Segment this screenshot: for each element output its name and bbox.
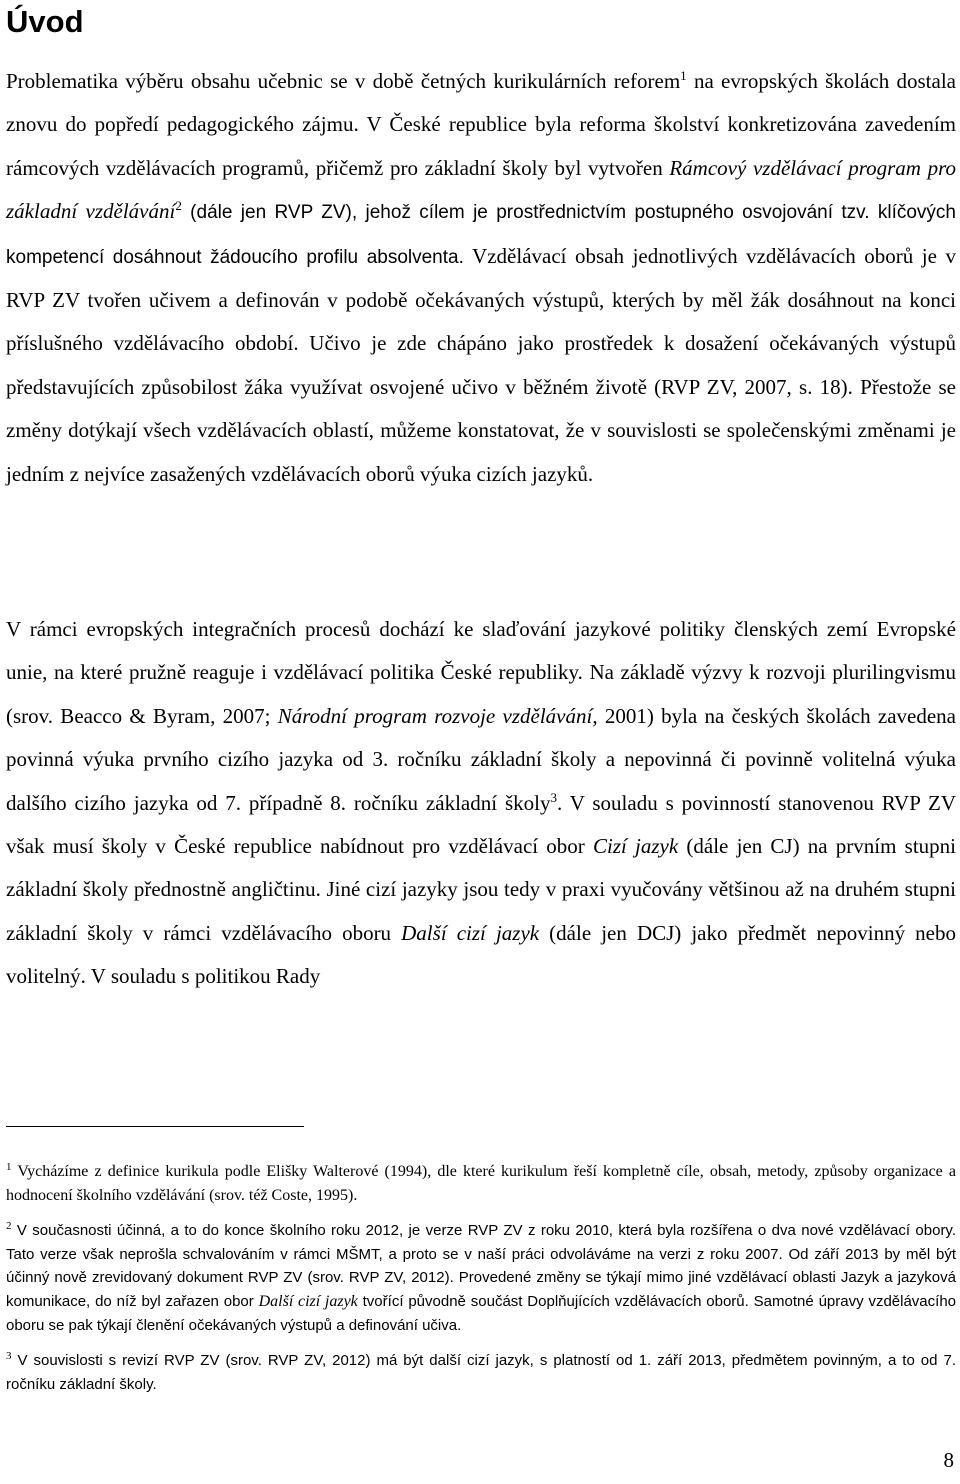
p1-text: Přestože se změny dotýkají všech vzdělávacích — [6, 374, 957, 443]
cizi-jazyk-term: Cizí jazyk — [593, 834, 679, 859]
section-heading: Úvod — [6, 4, 84, 39]
rvp-zv-title: Rámcový vzdělávací program pro základní vzdělávání — [6, 155, 956, 224]
footnote-text: Vycházíme z definice kurikula podle Elišky Walterové (1994), dle které kurikulum řeší kompletně cíle, obsah, metody, způsoby organizace a hodnocení školního vzdělávání (srov. též Coste, 1995). — [6, 1163, 956, 1204]
footnote-separator — [6, 1126, 304, 1127]
footnote-number: 3 — [6, 1350, 12, 1363]
footnote-ref-2[interactable]: 2 — [175, 198, 182, 214]
footnote-number: 2 — [6, 1220, 12, 1233]
footnote-3 — [6, 1349, 956, 1396]
paragraph-1 — [6, 60, 956, 496]
citation: (RVP ZV, 2007, s. 18). — [646, 374, 853, 399]
p2-text: (dále jen DCJ) jako předmět nepovinný nebo volitelný. V souladu s politikou Rady — [6, 920, 956, 989]
footnote-2 — [6, 1219, 956, 1337]
footnote-text: tvořící původně součást Doplňujících vzdělávacích oborů. Samotné úpravy vzdělávacího oboru se pak týkají členění očekávaných výstupů a definování učiva. — [6, 1292, 957, 1334]
footnote-italic-term: Další cizí jazyk — [258, 1292, 358, 1310]
p1-text: (dále jen RVP ZV), jehož cílem je prostřednictvím postupného osvojování tzv. klíčových kompetencí dosáhnout žádoucího profilu absolventa. — [6, 202, 957, 268]
footnotes — [6, 1160, 956, 1408]
dalsi-cizi-jazyk-term: Další cizí jazyk — [401, 920, 540, 945]
p1-text: oblastí, můžeme konstatovat, že v souvislosti se společenskými změnami je jedním z nejvíce zasažených vzdělávacích oborů výuka cizích jazyků. — [6, 418, 956, 486]
p2-text: , 2001) byla na českých školách zavedena povinná výuka prvního cizího jazyka od 3. ročníku základní školy a nepovinná či povinně volitelná výuka dalšího cizího jazyka od 7. případně 8. ročníku základní školy — [6, 703, 957, 815]
footnote-text: V současnosti účinná, a to do konce školního roku 2012, je verze RVP ZV z roku 2010, která byla rozšířena o dva nové vzdělávací obory. Tato verze však neprošla schvalováním v rámci MŠMT, a proto se v naší práci odvoláváme na verzi z roku 2007. Od září 2013 by měl být účinný nově zrevidovaný dokument RVP ZV (srov. RVP ZV, 2012). Provedené změny se týkají mimo jiné vzdělávací oblasti Jazyk a jazyková komunikace, do níž byl zařazen obor — [6, 1222, 956, 1310]
p1-text: na evropských školách dostala znovu do popředí pedagogického zájmu. V České republice byla reforma školství konkretizována zavedením rámcových vzdělávacích programů, přičemž pro základní školy byl vytvořen — [6, 69, 956, 180]
p2-text: (dále jen CJ) na prvním stupni základní školy přednostně angličtinu. Jiné cizí jazyky jsou tedy v praxi vyučovány většinou až na druhém stupni základní školy v rámci vzdělávacího oboru — [6, 834, 956, 945]
page-number: 8 — [943, 1448, 954, 1472]
narodni-program-title: Národní program rozvoje vzdělávání — [277, 703, 593, 728]
footnote-ref-1[interactable]: 1 — [680, 68, 687, 83]
paragraph-2 — [6, 608, 956, 999]
footnote-1 — [6, 1160, 956, 1207]
p1-text: Problematika výběru obsahu učebnic se v době četných kurikulárních reforem — [6, 69, 681, 93]
p2-text: V rámci evropských integračních procesů dochází ke slaďování jazykové politiky členských zemí Evropské unie, na které pružně reaguje i vzdělávací politika České republiky. Na základě výzvy k rozvoji plurilingvismu (srov. Beacco & Byram, 2007; — [6, 617, 956, 728]
p1-text: Učivo je zde chápáno jako prostředek k dosažení očekávaných výstupů představujících způsobilost žáka využívat osvojené učivo v běžném životě — [6, 331, 957, 399]
footnote-ref-3[interactable]: 3 — [550, 789, 557, 805]
footnote-text: V souvislosti s revizí RVP ZV (srov. RVP ZV, 2012) má být další cizí jazyk, s platností od 1. září 2013, předmětem povinným, a to od 7. ročníku základní školy. — [6, 1352, 956, 1393]
p1-text: Vzdělávací obsah jednotlivých vzdělávacích oborů je v RVP ZV tvořen učivem a definován v podobě očekávaných výstupů, kterých by měl žák dosáhnout na konci příslušného vzdělávacího období. — [6, 243, 956, 356]
p2-text: . V souladu s povinností stanovenou RVP ZV však musí školy v České republice nabídnout pro vzdělávací obor — [6, 790, 956, 859]
footnote-number: 1 — [6, 1161, 12, 1173]
